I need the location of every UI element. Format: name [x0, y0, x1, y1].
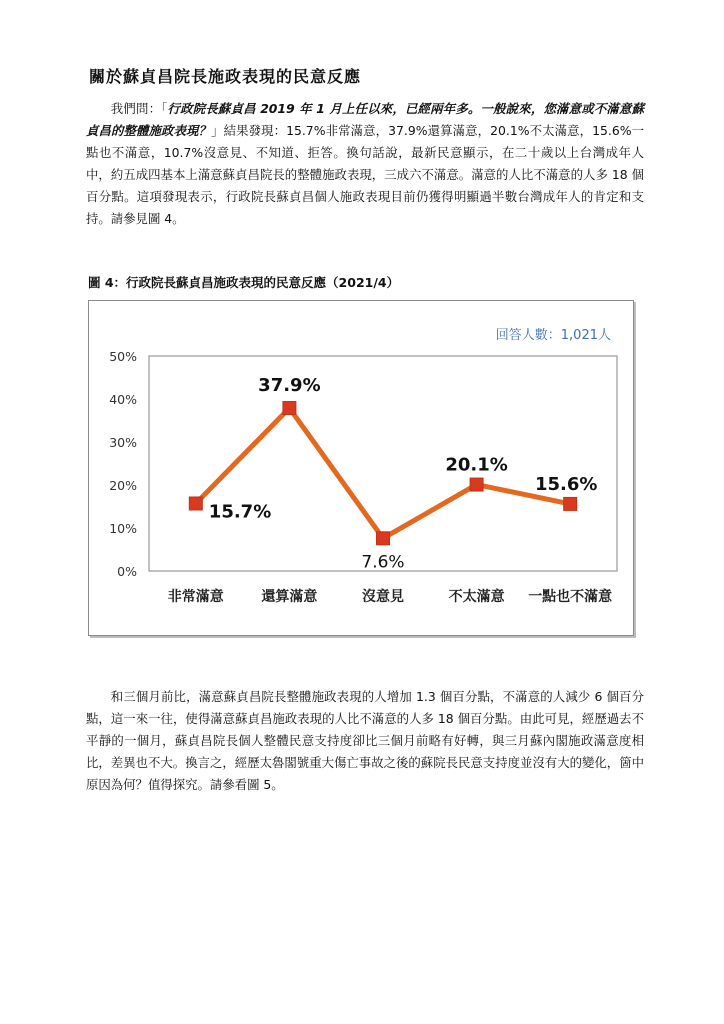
data-point-marker	[564, 497, 577, 510]
data-point-marker	[470, 478, 483, 491]
x-category-label: 非常滿意	[167, 589, 224, 605]
x-category-label: 還算滿意	[261, 589, 318, 605]
x-category-label: 沒意見	[362, 589, 404, 605]
data-point-marker	[283, 402, 296, 415]
figure-caption: 圖 4：行政院長蘇貞昌施政表現的民意反應（2021/4）	[88, 275, 400, 290]
respondent-count-annotation: 回答人數：1,021人	[495, 328, 611, 343]
data-label: 15.6%	[534, 473, 598, 495]
y-tick-label: 40%	[109, 392, 137, 407]
data-point-marker	[377, 532, 390, 545]
y-tick-label: 10%	[109, 521, 137, 536]
survey-question: 行政院長蘇貞昌 2019 年 1 月上任以來，已經兩年多。一般說來，您滿意或不滿意蘇貞昌的整體施政表現？	[86, 101, 644, 138]
y-tick-label: 50%	[109, 349, 137, 364]
y-tick-label: 0%	[117, 564, 137, 579]
chart-frame	[88, 300, 634, 636]
question-prefix: 我們問：「	[110, 101, 168, 116]
data-label: 37.9%	[258, 375, 321, 397]
section-title: 關於蘇貞昌院長施政表現的民意反應	[89, 67, 362, 86]
data-label: 7.6%	[361, 552, 405, 573]
y-tick-label: 30%	[109, 435, 137, 450]
y-tick-label: 20%	[109, 478, 137, 493]
x-category-label: 不太滿意	[448, 589, 505, 605]
data-label: 20.1%	[445, 454, 508, 476]
x-category-label: 一點也不滿意	[528, 589, 613, 605]
data-label: 15.7%	[208, 501, 272, 523]
paragraph-intro	[86, 98, 644, 230]
paragraph-comparison: 和三個月前比，滿意蘇貞昌院長整體施政表現的人增加 1.3 個百分點，不滿意的人減少 6 個百分點，這一來一往，使得滿意蘇貞昌施政表現的人比不滿意的人多 18 個百分點。由此可見，經歷過去不平靜的一個月，蘇貞昌院長個人整體民意支持度卻比三個月前略有好轉，與三月蘇內閣施政滿意度相比，差異也不大。換言之，經歷太魯閣號重大傷亡事故之後的蘇院長民意支持度並沒有大的變化，箇中原因為何？值得探究。請參看圖 5。	[86, 689, 644, 792]
data-point-marker	[189, 497, 202, 510]
line-chart	[89, 301, 633, 635]
findings-text: 」結果發現：15.7%非常滿意，37.9%還算滿意，20.1%不太滿意，15.6%一點也不滿意，10.7%沒意見、不知道、拒答。換句話說，最新民意顯示，在二十歲以上台灣成年人中，約五成四基本上滿意蘇貞昌院長的整體施政表現，三成六不滿意。滿意的人比不滿意的人多 18 個百分點。這項發現表示，行政院長蘇貞昌個人施政表現目前仍獲得明顯過半數台灣成年人的肯定和支持。請參見圖 4。	[86, 123, 644, 226]
